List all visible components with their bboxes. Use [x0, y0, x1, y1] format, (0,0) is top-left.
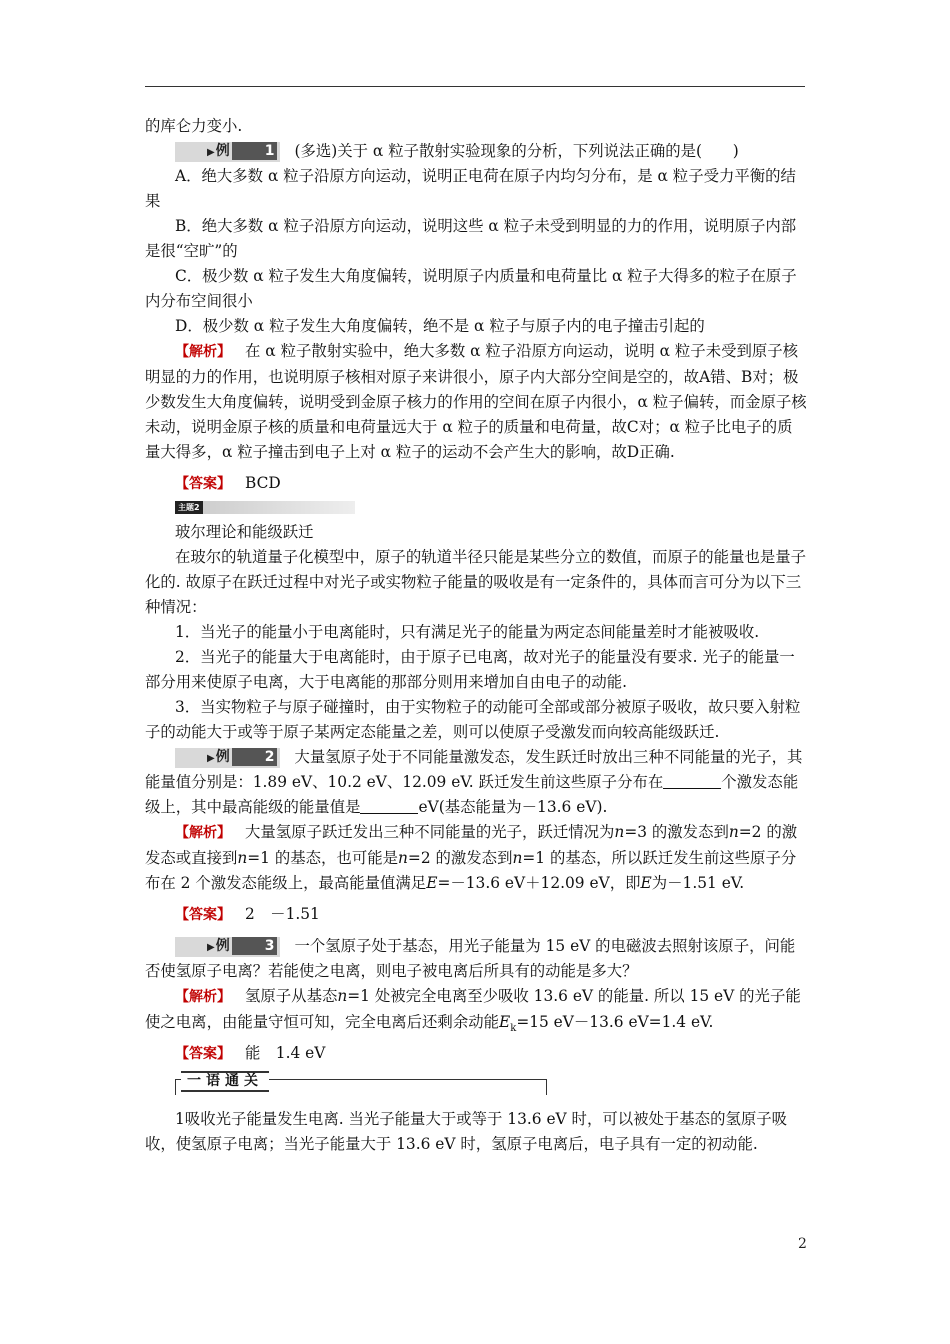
theme-banner — [175, 501, 355, 514]
option-c: C．极少数 α 粒子发生大角度偏转，说明原子内质量和电荷量比 α 粒子大得多的粒子在原子内分布空间很小 — [145, 267, 797, 310]
banner-right-cap — [546, 1079, 547, 1095]
option-a: A．绝大多数 α 粒子沿原方向运动，说明正电荷在原子内均匀分布，是 α 粒子受力平衡的结果 — [145, 167, 796, 210]
triangle-icon: ▶ — [207, 942, 215, 953]
example-2-analysis: 【解析】 大量氢原子跃迁发出三种不同能量的光子，跃迁情况为n=3 的激发态到n=2 的激发态或直接到n=1 的基态，也可能是n=2 的激发态到n=1 的基态，所以跃迁发生前这些原子分布在 2 个激发态能级上，最高能量值满足E=－13.6 eV＋12.09 eV，即E为－1.51 eV. — [145, 823, 798, 892]
analysis-tag: 【解析】 — [175, 825, 231, 841]
answer-blank[interactable] — [360, 799, 418, 814]
banner-left-cap — [175, 1079, 176, 1095]
answer-blank[interactable] — [663, 774, 721, 789]
example-3-answer: 【答案】 能 1.4 eV — [175, 1044, 326, 1063]
paragraph: 3．当实物粒子与原子碰撞时，由于实物粒子的动能可全部或部分被原子吸收，故只要入射粒子的动能大于或等于原子某两定态能量之差，则可以使原子受激发而向较高能级跃迁. — [145, 698, 801, 741]
example-2-answer: 【答案】 2 －1.51 — [175, 905, 320, 923]
theme-label: 主题2 — [175, 501, 203, 514]
example-badge: ▶例 2 — [175, 748, 280, 768]
paragraph: 2．当光子的能量大于电离能时，由于原子已电离，故对光子的能量没有要求. 光子的能量一部分用来使原子电离，大于电离能的那部分则用来增加自由电子的动能. — [145, 648, 795, 691]
triangle-icon: ▶ — [207, 147, 215, 158]
section-title: 玻尔理论和能级跃迁 — [175, 523, 314, 541]
header-rule — [145, 86, 805, 87]
paragraph: 的库仑力变小. — [145, 117, 243, 135]
option-b: B．绝大多数 α 粒子沿原方向运动，说明这些 α 粒子未受到明显的力的作用，说明原子内部是很“空旷”的 — [145, 217, 797, 260]
summary-label: 一语通关 — [181, 1071, 269, 1092]
answer-tag: 【答案】 — [175, 907, 231, 923]
option-d: D．极少数 α 粒子发生大角度偏转，绝不是 α 粒子与原子内的电子撞击引起的 — [175, 317, 705, 335]
analysis-tag: 【解析】 — [175, 344, 231, 360]
example-1-answer: 【答案】 BCD — [175, 474, 281, 492]
example-1-question: ▶例 1 (多选)关于 α 粒子散射实验现象的分析，下列说法正确的是( ) — [145, 139, 807, 164]
paragraph: 在玻尔的轨道量子化模型中，原子的轨道半径只能是某些分立的数值，而原子的能量也是量子化的. 故原子在跃迁过程中对光子或实物粒子能量的吸收是有一定条件的，具体而言可分为以下三种情况： — [145, 548, 807, 616]
example-badge: ▶例 3 — [175, 937, 280, 957]
page-content — [145, 114, 807, 1157]
answer-tag: 【答案】 — [175, 1046, 231, 1063]
answer-tag: 【答案】 — [175, 476, 231, 492]
triangle-icon: ▶ — [207, 753, 215, 764]
summary-banner — [175, 1071, 547, 1097]
analysis-tag: 【解析】 — [175, 989, 231, 1005]
example-3-analysis: 【解析】 氢原子从基态n=1 处被完全电离至少吸收 13.6 eV 的能量. 所以 15 eV 的光子能使之电离，由能量守恒可知，完全电离后还剩余动能$E_k=15$ eV－13.6 eV=1.4 eV. — [145, 987, 801, 1035]
page-number: 2 — [798, 1236, 807, 1252]
paragraph: 1．当光子的能量小于电离能时，只有满足光子的能量为两定态间能量差时才能被吸收. — [175, 623, 760, 641]
example-3-question: ▶例 3 一个氢原子处于基态，用光子能量为 15 eV 的电磁波去照射该原子，问能否使氢原子电离？若能使之电离，则电子被电离后所具有的动能是多大？ — [145, 937, 796, 980]
summary-text: 1吸收光子能量发生电离. 当光子能量大于或等于 13.6 eV 时，可以被处于基态的氢原子吸收，使氢原子电离；当光子能量大于 13.6 eV 时，氢原子电离后，电子具有一定的初动能. — [145, 1110, 788, 1154]
example-badge: ▶例 1 — [175, 142, 280, 162]
example-2-question: ▶例 2 大量氢原子处于不同能量激发态，发生跃迁时放出三种不同能量的光子，其能量值分别是：1.89 eV、10.2 eV、12.09 eV. 跃迁发生前这些原子分布在 个激发态能级上，其中最高能级的能量值是 eV(基态能量为－13.6 eV). — [145, 748, 803, 816]
example-1-analysis: 【解析】 在 α 粒子散射实验中，绝大多数 α 粒子沿原方向运动，说明 α 粒子未受到原子核明显的力的作用，也说明原子核相对原子来讲很小，原子内大部分空间是空的，故A错、B对；极少数发生大角度偏转，说明受到金原子核力的作用的空间在原子内很小，α 粒子偏转，而金原子核未动，说明金原子核的质量和电荷量远大于 α 粒子的质量和电荷量，故C对；α 粒子比电子的质量大得多，α 粒子撞击到电子上对 α 粒子的运动不会产生大的影响，故D正确. — [145, 342, 807, 461]
